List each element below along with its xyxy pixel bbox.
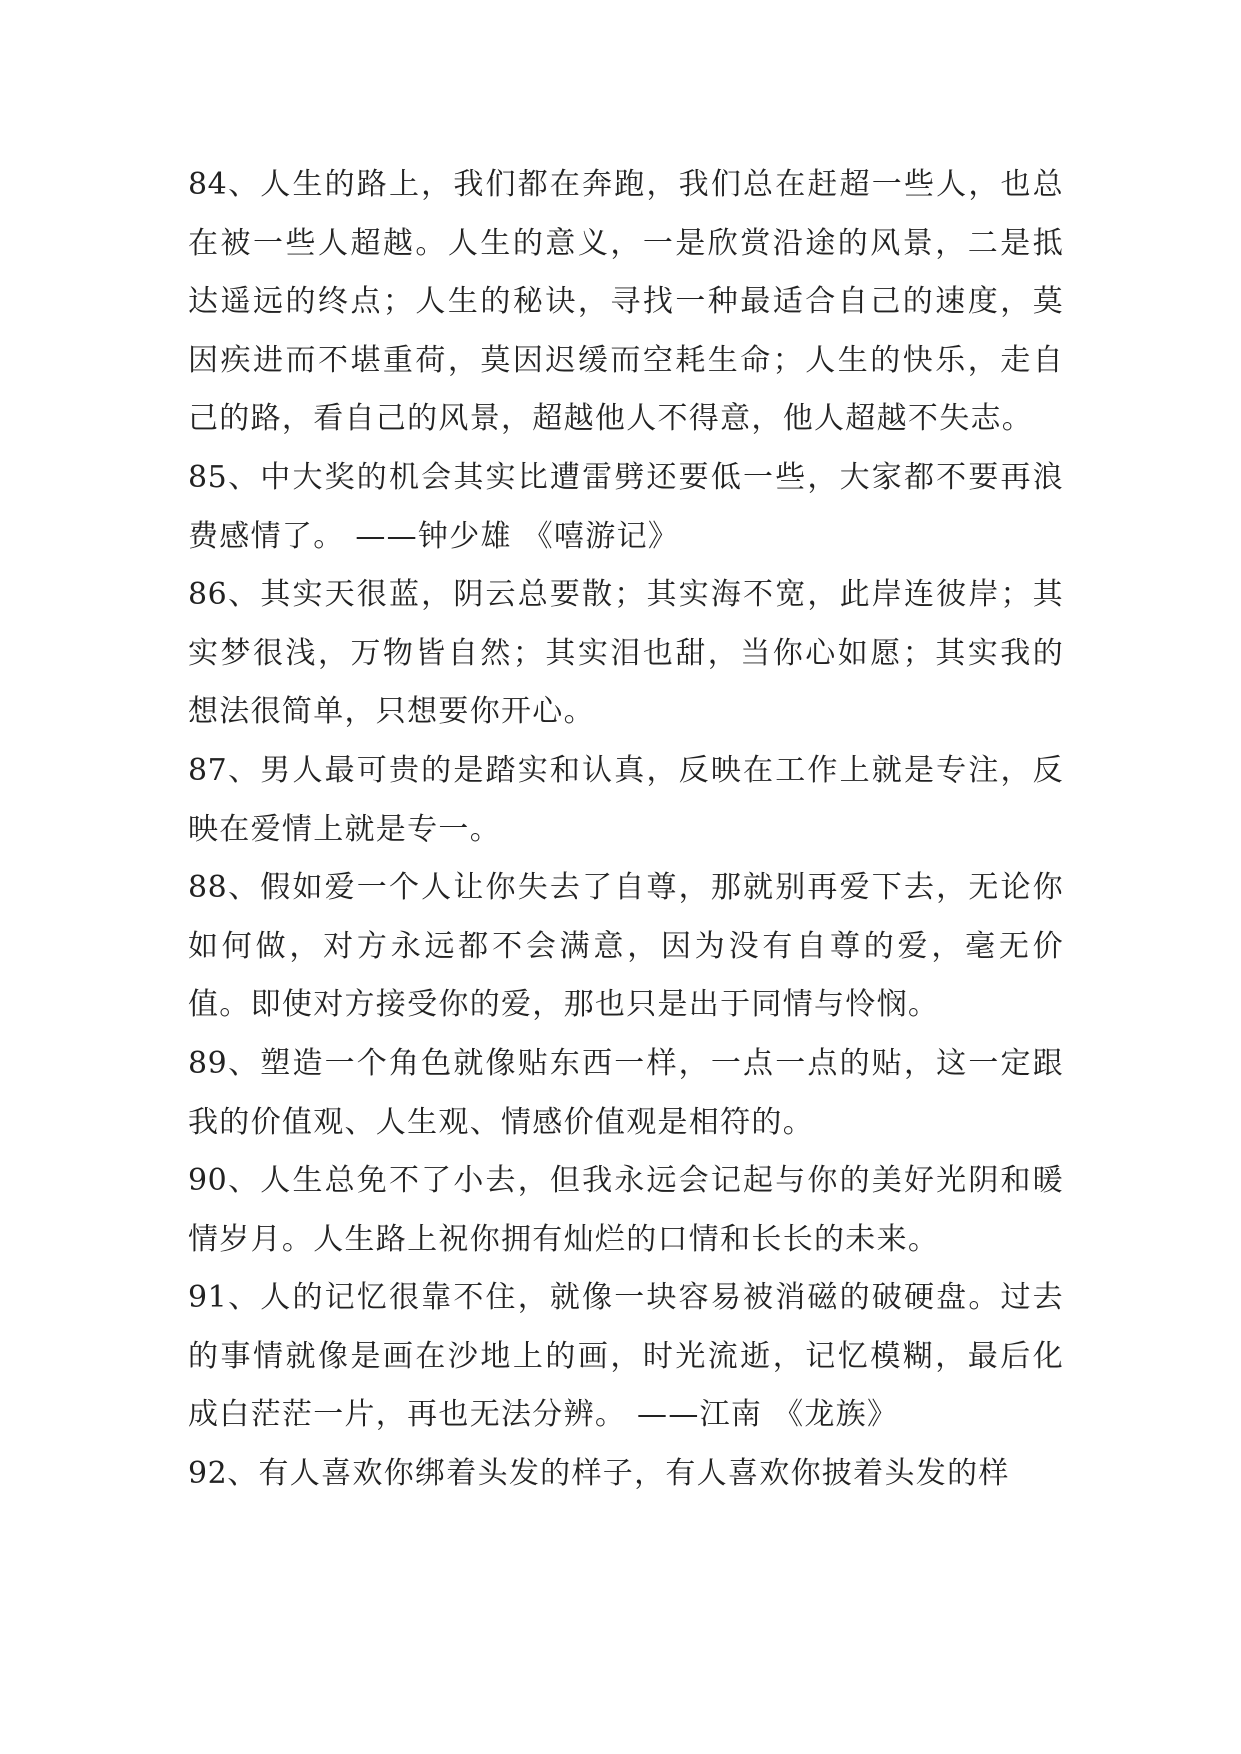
quote-paragraph-91: [188, 1269, 1064, 1445]
quote-text: 、人的记忆很靠不住，就像一块容易被消磁的破硬盘。过去的事情就像是画在沙地上的画，时光流逝，记忆模糊，最后化成白茫茫一片，再也无法分辨。 ——江南 《龙族》: [188, 1280, 1064, 1433]
quote-number: 85: [188, 459, 228, 495]
quote-paragraph-89: [188, 1035, 1064, 1152]
quote-number: 92: [188, 1456, 228, 1492]
quote-text: 、假如爱一个人让你失去了自尊，那就别再爱下去，无论你如何做，对方永远都不会满意，因为没有自尊的爱，毫无价值。即使对方接受你的爱，那也只是出于同情与怜悯。: [188, 870, 1064, 1023]
quote-paragraph-88: [188, 859, 1064, 1035]
quote-number: 84: [188, 167, 228, 202]
quote-paragraph-86: [188, 566, 1064, 742]
quote-number: 88: [188, 870, 228, 906]
quote-number: 87: [188, 752, 228, 788]
quote-paragraph-84: [188, 156, 1064, 449]
quote-paragraph-90: [188, 1152, 1064, 1269]
quote-text: 、有人喜欢你绑着头发的样子，有人喜欢你披着头发的样: [227, 1456, 1010, 1492]
quote-text: 、人生总免不了小去，但我永远会记起与你的美好光阴和暖情岁月。人生路上祝你拥有灿烂的口情和长长的未来。: [188, 1163, 1064, 1257]
quote-paragraph-92: [188, 1445, 1064, 1504]
quote-number: 89: [188, 1045, 228, 1081]
quote-text: 、塑造一个角色就像贴东西一样，一点一点的贴，这一定跟我的价值观、人生观、情感价值观是相符的。: [188, 1045, 1064, 1140]
quote-number: 86: [188, 577, 228, 613]
quote-text: 、人生的路上，我们都在奔跑，我们总在赶超一些人，也总在被一些人超越。人生的意义，一是欣赏沿途的风景，二是抵达遥远的终点；人生的秘诀，寻找一种最适合自己的速度，莫因疾进而不堪重荷，莫因迟缓而空耗生命；人生的快乐，走自己的路，看自己的风景，超越他人不得意，他人超越不失志。: [188, 167, 1064, 437]
quote-text: 、其实天很蓝，阴云总要散；其实海不宽，此岸连彼岸；其实梦很浅，万物皆自然；其实泪也甜，当你心如愿；其实我的想法很简单，只想要你开心。: [188, 577, 1064, 730]
quote-number: 90: [188, 1163, 228, 1199]
quote-paragraph-85: [188, 449, 1064, 566]
quote-text: 、男人最可贵的是踏实和认真，反映在工作上就是专注，反映在爱情上就是专一。: [188, 752, 1064, 847]
quote-text: 、中大奖的机会其实比遭雷劈还要低一些，大家都不要再浪费感情了。 ——钟少雄 《嘻游记》: [188, 459, 1064, 554]
document-page: [188, 156, 1064, 1504]
quote-paragraph-87: [188, 742, 1064, 859]
quote-number: 91: [188, 1280, 228, 1316]
